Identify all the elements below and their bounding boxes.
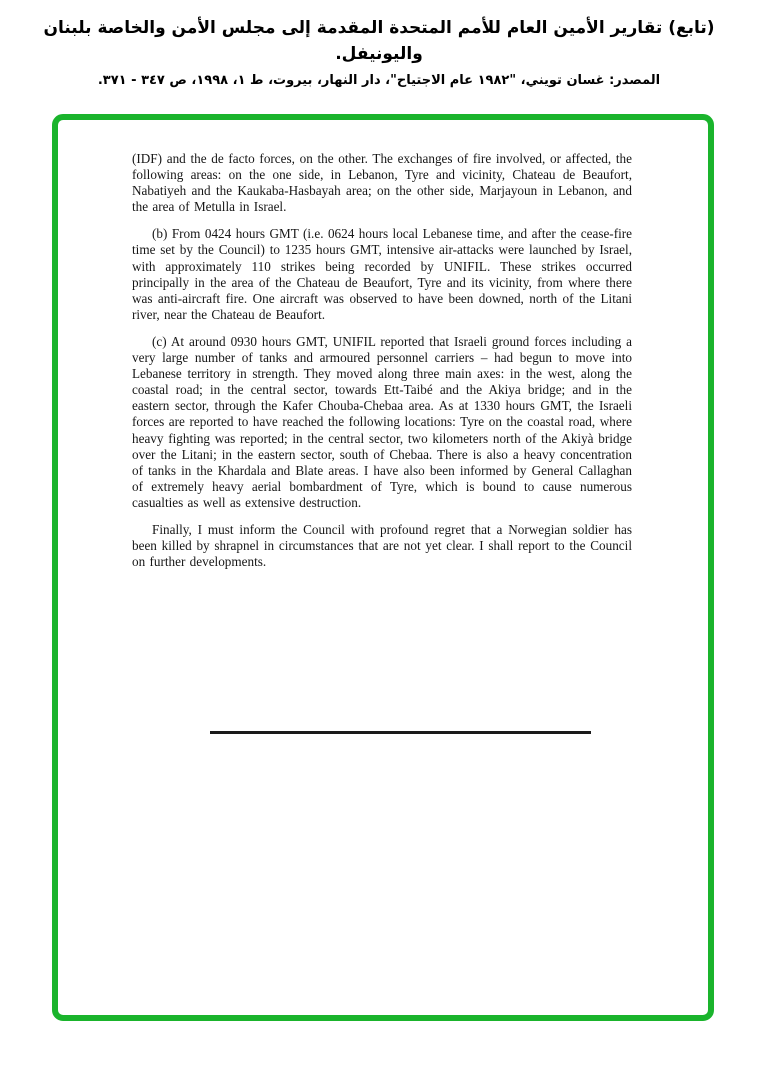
body-paragraph: (IDF) and the de facto forces, on the other. The exchanges of fire involved, or affected, the following areas: on the one side, in Lebanon, Tyre and vicinity, Chateau de Beaufort, Nabatiyeh and the Kaukaba-Hasbayah area; on the other side, Marjayoun in Lebanon, and the area of Metulla in Israel.: [132, 151, 632, 215]
document-body: [132, 151, 632, 581]
footnote-separator-line: [210, 731, 591, 734]
header-source-citation: المصدر: غسان تويني، "١٩٨٢ عام الاجتياح"، دار النهار، بيروت، ط ١، ١٩٩٨، ص ٣٤٧ - ٣٧١.: [97, 73, 661, 88]
green-annotation-frame: [52, 114, 714, 1021]
body-paragraph: (b) From 0424 hours GMT (i.e. 0624 hours local Lebanese time, and after the cease-fire time set by the Council) to 1235 hours GMT, intensive air-attacks were launched by Israel, with approximately 110 strikes being recorded by UNIFIL. These strikes occurred principally in the area of the Chateau de Beaufort, Tyre and its vicinity, from where there was anti-aircraft fire. One aircraft was observed to have been downed, north of the Litani river, near the Chateau de Beaufort.: [132, 226, 632, 322]
body-paragraph: (c) At around 0930 hours GMT, UNIFIL reported that Israeli ground forces including a very large number of tanks and armoured personnel carriers – had begun to move into Lebanese territory in strength. They moved along three main axes: in the west, along the coastal road; in the central sector, towards Ett-Taibé and the Akiya bridge; and in the eastern sector, through the Kafer Chouba-Chebaa area. As at 1330 hours GMT, the Israeli forces are reported to have reached the following locations: Tyre on the coastal road, where heavy fighting was reported; in the central sector, two kilometers north of the Akiyà bridge over the Litani; in the eastern sector, south of Chebaa. There is also a heavy concentration of tanks in the Khardala and Blate areas. I have also been informed by General Callaghan of extremely heavy aerial bombardment of Tyre, which is bound to cause numerous casualties as well as extensive destruction.: [132, 333, 632, 510]
body-paragraph: Finally, I must inform the Council with profound regret that a Norwegian soldier has been killed by shrapnel in circumstances that are not yet clear. I shall report to the Council on further developments.: [132, 521, 632, 570]
arabic-header: [0, 0, 758, 91]
header-title: (تابع) تقارير الأمين العام للأمم المتحدة المقدمة إلى مجلس الأمن والخاصة بلبنان واليونيفل.: [43, 18, 715, 64]
